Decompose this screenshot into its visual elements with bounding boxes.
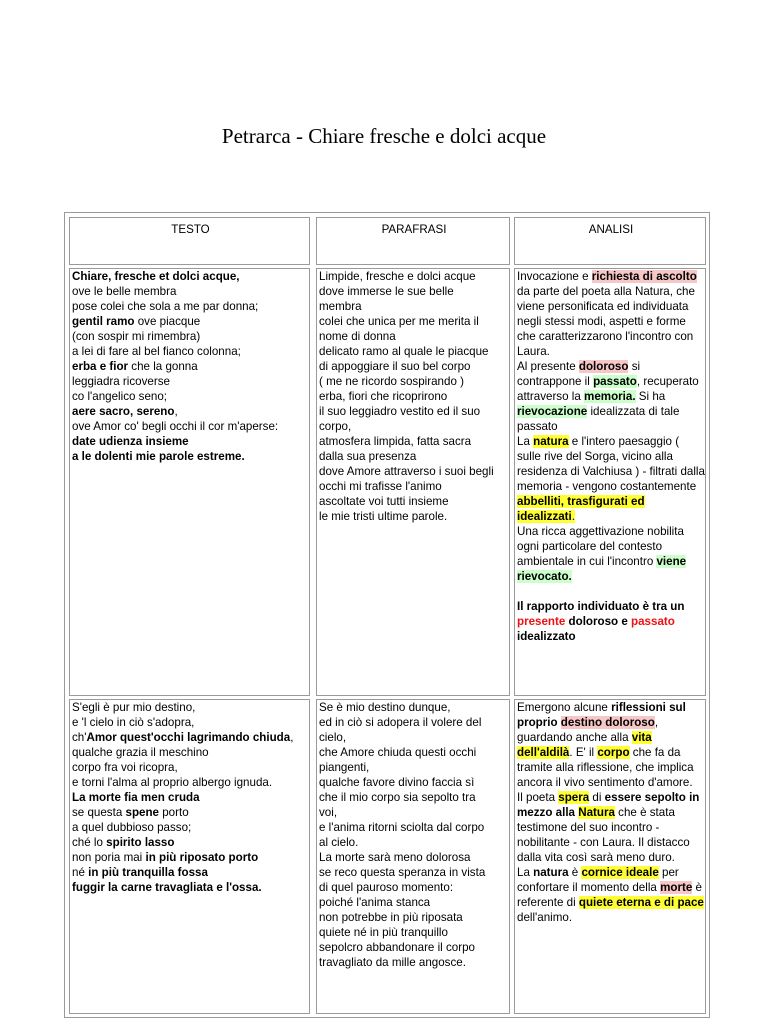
verse-line: pose colei che sola a me par donna; — [72, 300, 259, 313]
verse-line: leggiadra ricoverse — [72, 375, 170, 388]
paraphrase-line: piangenti, — [319, 761, 370, 774]
verse-line: a le dolenti mie parole estreme. — [72, 450, 245, 463]
paraphrase-line: di appoggiare il suo bel corpo — [319, 360, 471, 373]
page-title: Petrarca - Chiare fresche e dolci acque — [221, 124, 547, 148]
row1-analisi — [514, 268, 706, 696]
analysis-paragraph: Emergono alcune riflessioni sul proprio destino doloroso, guardando anche alla vita dell'aldilà. E' il corpo che fa da tramite alla riflessione, che implica ancora il vivo sentimento d'amore. — [517, 701, 694, 789]
analysis-paragraph: Una ricca aggettivazione nobilita ogni particolare del contesto ambientale in cui l'incontro viene rievocato. — [517, 525, 687, 583]
paraphrase-line: di quel pauroso momento: — [319, 881, 454, 894]
verse-line: ch'Amor quest'occhi lagrimando chiuda, — [72, 731, 294, 744]
analysis-paragraph: Il rapporto individuato è tra un presente doloroso e passato idealizzato — [517, 600, 685, 643]
header-analisi: ANALISI — [514, 217, 706, 265]
verse-line: date udienza insieme — [72, 435, 189, 448]
paraphrase-line: che il mio corpo sia sepolto tra — [319, 791, 476, 804]
verse-line: ove Amor co' begli occhi il cor m'aperse: — [72, 420, 279, 433]
paraphrase-line: sepolcro abbandonare il corpo — [319, 941, 475, 954]
analysis-paragraph: La natura è cornice ideale per confortare il momento della morte è referente di quiete eterna e di pace dell'animo. — [517, 866, 704, 924]
paraphrase-line: delicato ramo al quale le piacque — [319, 345, 489, 358]
spacer — [517, 584, 705, 599]
row1-parafrasi — [316, 268, 510, 696]
paraphrase-line: colei che unica per me merita il — [319, 315, 479, 328]
paraphrase-line: dove immerse le sue belle — [319, 285, 454, 298]
verse-line: Chiare, fresche et dolci acque, — [72, 270, 240, 283]
paraphrase-line: qualche favore divino faccia sì — [319, 776, 475, 789]
verse-line: aere sacro, sereno, — [72, 405, 178, 418]
verse-line: e torni l'alma al proprio albergo ignuda. — [72, 776, 273, 789]
verse-line: co l'angelico seno; — [72, 390, 168, 403]
header-parafrasi: PARAFRASI — [316, 217, 510, 265]
paraphrase-line: corpo, — [319, 420, 352, 433]
verse-line: (con sospir mi rimembra) — [72, 330, 201, 343]
verse-line: se questa spene porto — [72, 806, 189, 819]
verse-line: fuggir la carne travagliata e l'ossa. — [72, 881, 262, 894]
analysis-paragraph: La natura e l'intero paesaggio ( sulle rive del Sorga, vicino alla residenza di Valchiusa ) - filtrati dalla memoria - vengono costantemente abbelliti, trasfigurati ed idealizzati. — [517, 435, 705, 523]
paraphrase-line: La morte sarà meno dolorosa — [319, 851, 471, 864]
verse-line: erba e fior che la gonna — [72, 360, 198, 373]
paraphrase-line: che Amore chiuda questi occhi — [319, 746, 477, 759]
paraphrase-line: voi, — [319, 806, 338, 819]
verse-line: gentil ramo ove piacque — [72, 315, 201, 328]
paraphrase-line: dalla sua presenza — [319, 450, 417, 463]
verse-line: non poria mai in più riposato porto — [72, 851, 259, 864]
verse-line: qualche grazia il meschino — [72, 746, 209, 759]
header-testo: TESTO — [69, 217, 310, 265]
verse-line: S'egli è pur mio destino, — [72, 701, 196, 714]
paraphrase-line: ed in ciò si adopera il volere del — [319, 716, 482, 729]
verse-line: corpo fra voi ricopra, — [72, 761, 178, 774]
verse-line: ove le belle membra — [72, 285, 177, 298]
paraphrase-line: Se è mio destino dunque, — [319, 701, 451, 714]
row2-testo — [69, 699, 310, 1014]
paraphrase-line: ascoltate voi tutti insieme — [319, 495, 449, 508]
paraphrase-line: non potrebbe in più riposata — [319, 911, 463, 924]
verse-line: La morte fia men cruda — [72, 791, 200, 804]
verse-line: né in più tranquilla fossa — [72, 866, 208, 879]
analysis-paragraph: Il poeta spera di essere sepolto in mezzo alla Natura che è stata testimone del suo incontro - nobilitante - con Laura. Il distacco dalla vita così sarà meno duro. — [517, 791, 700, 864]
verse-line: e 'l cielo in ciò s'adopra, — [72, 716, 195, 729]
paraphrase-line: poiché l'anima stanca — [319, 896, 431, 909]
paraphrase-line: dove Amore attraverso i suoi begli — [319, 465, 494, 478]
paraphrase-line: atmosfera limpida, fatta sacra — [319, 435, 472, 448]
paraphrase-line: cielo, — [319, 731, 347, 744]
paraphrase-line: le mie tristi ultime parole. — [319, 510, 448, 523]
verse-line: a quel dubbioso passo; — [72, 821, 192, 834]
verse-line: a lei di fare al bel fianco colonna; — [72, 345, 241, 358]
row2-parafrasi — [316, 699, 510, 1014]
verse-line: ché lo spirito lasso — [72, 836, 175, 849]
paraphrase-line: nome di donna — [319, 330, 396, 343]
paraphrase-line: e l'anima ritorni sciolta dal corpo — [319, 821, 485, 834]
analysis-paragraph: Al presente doloroso si contrappone il passato, recuperato attraverso la memoria. Si ha rievocazione idealizzata di tale passato — [517, 360, 699, 433]
paraphrase-line: occhi mi trafisse l'animo — [319, 480, 442, 493]
paraphrase-line: erba, fiori che ricoprirono — [319, 390, 448, 403]
row1-testo — [69, 268, 310, 696]
row2-analisi — [514, 699, 706, 1014]
paraphrase-line: al cielo. — [319, 836, 359, 849]
poem-table — [64, 212, 710, 1018]
paraphrase-line: se reco questa speranza in vista — [319, 866, 486, 879]
paraphrase-line: membra — [319, 300, 362, 313]
analysis-paragraph: Invocazione e richiesta di ascolto da parte del poeta alla Natura, che viene personificata ed individuata negli stessi modi, aspetti e forme che caratterizzarono l'incontro con Laura. — [517, 270, 697, 358]
paraphrase-line: quiete né in più tranquillo — [319, 926, 448, 939]
paraphrase-line: il suo leggiadro vestito ed il suo — [319, 405, 481, 418]
paraphrase-line: Limpide, fresche e dolci acque — [319, 270, 476, 283]
paraphrase-line: ( me ne ricordo sospirando ) — [319, 375, 464, 388]
paraphrase-line: travagliato da mille angosce. — [319, 956, 466, 969]
